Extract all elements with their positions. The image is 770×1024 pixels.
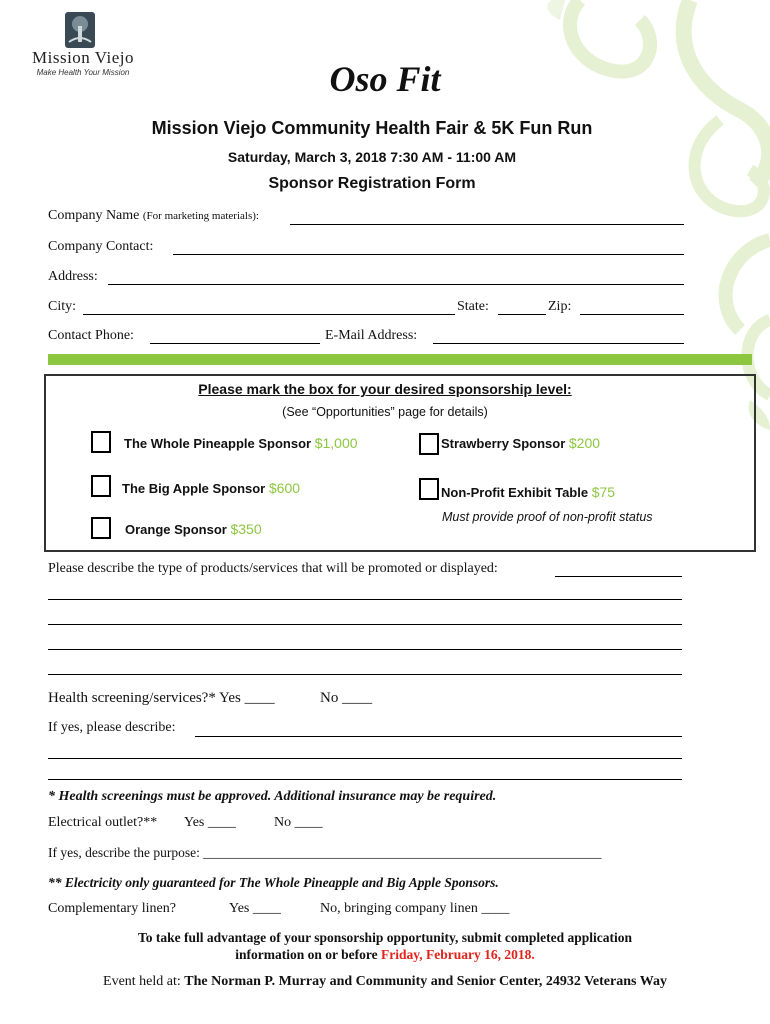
level-label: The Big Apple Sponsor xyxy=(122,481,266,496)
describe-products-label: Please describe the type of products/services that will be promoted or displayed: xyxy=(48,561,498,576)
brand-title: Oso Fit xyxy=(329,59,441,99)
deadline-date: Friday, February 16, 2018. xyxy=(381,947,535,962)
linen-yes: Yes ____ xyxy=(229,901,281,916)
health-line-3[interactable] xyxy=(48,779,682,780)
level-whole-pineapple xyxy=(124,435,358,451)
health-no-label: No ____ xyxy=(320,690,373,706)
zip-field[interactable] xyxy=(580,314,684,315)
event-title: Mission Viejo Community Health Fair & 5K Fun Run xyxy=(151,118,593,138)
purpose-label: If yes, describe the purpose: ___________________________________________________________ xyxy=(48,845,602,860)
event-location-prefix: Event held at: xyxy=(103,974,181,989)
event-location xyxy=(0,974,770,990)
if-yes-describe-label: If yes, please describe: xyxy=(48,720,176,735)
green-divider xyxy=(48,354,752,365)
checkbox-nonprofit[interactable] xyxy=(419,478,439,500)
level-price: $75 xyxy=(591,484,616,500)
linen-no: No, bringing company linen ____ xyxy=(320,901,510,916)
level-label: Non-Profit Exhibit Table xyxy=(441,485,589,500)
if-yes-describe-field[interactable] xyxy=(195,736,682,737)
phone-field[interactable] xyxy=(150,343,320,344)
level-label: The Whole Pineapple Sponsor xyxy=(124,436,312,451)
sponsorship-heading: Please mark the box for your desired sponsorship level: xyxy=(198,381,572,397)
phone-label: Contact Phone: xyxy=(48,328,134,343)
level-price: $350 xyxy=(230,521,262,537)
checkbox-strawberry[interactable] xyxy=(419,433,439,455)
level-strawberry xyxy=(441,435,600,451)
health-line-2[interactable] xyxy=(48,758,682,759)
checkbox-whole-pineapple[interactable] xyxy=(91,431,111,453)
company-name-label xyxy=(48,208,259,224)
company-name-text: Company Name xyxy=(48,208,140,223)
describe-line-4[interactable] xyxy=(48,674,682,675)
nonprofit-note: Must provide proof of non-profit status xyxy=(442,510,653,524)
level-label: Orange Sponsor xyxy=(125,522,227,537)
company-contact-label: Company Contact: xyxy=(48,239,154,254)
logo-tagline: Make Health Your Mission xyxy=(36,68,130,77)
email-label: E-Mail Address: xyxy=(325,328,418,343)
checkbox-big-apple[interactable] xyxy=(91,475,111,497)
event-venue: The Norman P. Murray and Community and Senior Center, 24932 Veterans Way xyxy=(184,974,667,989)
city-label: City: xyxy=(48,299,77,314)
describe-products-field[interactable] xyxy=(555,576,682,577)
footer-line-2 xyxy=(0,947,770,963)
level-big-apple xyxy=(122,480,300,496)
describe-line-2[interactable] xyxy=(48,624,682,625)
state-label: State: xyxy=(457,299,489,314)
city-field[interactable] xyxy=(83,314,455,315)
electric-note: ** Electricity only guaranteed for The Whole Pineapple and Big Apple Sponsors. xyxy=(48,875,499,890)
deadline-prefix: information on or before xyxy=(235,947,378,962)
event-date: Saturday, March 3, 2018 7:30 AM - 11:00 AM xyxy=(227,149,517,165)
mission-viejo-logo-icon xyxy=(63,12,97,48)
level-label: Strawberry Sponsor xyxy=(441,436,566,451)
electrical-yes: Yes ____ xyxy=(184,815,236,830)
address-label: Address: xyxy=(48,269,98,284)
sponsorship-subheading: (See “Opportunities” page for details) xyxy=(282,405,488,419)
level-orange xyxy=(125,521,262,537)
electrical-label: Electrical outlet?** xyxy=(48,815,158,830)
state-field[interactable] xyxy=(498,314,546,315)
level-price: $200 xyxy=(568,435,601,451)
health-note: * Health screenings must be approved. Additional insurance may be required. xyxy=(48,789,497,804)
form-title: Sponsor Registration Form xyxy=(268,175,476,192)
zip-label: Zip: xyxy=(548,299,572,314)
company-name-note: (For marketing materials): xyxy=(142,210,259,222)
checkbox-orange[interactable] xyxy=(91,517,111,539)
health-screening-label: Health screening/services?* Yes ____ xyxy=(48,690,275,706)
describe-line-3[interactable] xyxy=(48,649,682,650)
company-contact-field[interactable] xyxy=(173,254,684,255)
footer-line-1: To take full advantage of your sponsorship opportunity, submit completed application xyxy=(138,930,632,945)
level-price: $1,000 xyxy=(314,435,358,451)
company-name-field[interactable] xyxy=(290,224,684,225)
address-field[interactable] xyxy=(108,284,684,285)
electrical-no: No ____ xyxy=(274,815,323,830)
linen-label: Complementary linen? xyxy=(48,901,176,916)
logo-name: Mission Viejo xyxy=(32,48,134,67)
describe-line-1[interactable] xyxy=(48,599,682,600)
level-price: $600 xyxy=(268,480,301,496)
level-nonprofit xyxy=(441,484,615,500)
email-field[interactable] xyxy=(433,343,684,344)
